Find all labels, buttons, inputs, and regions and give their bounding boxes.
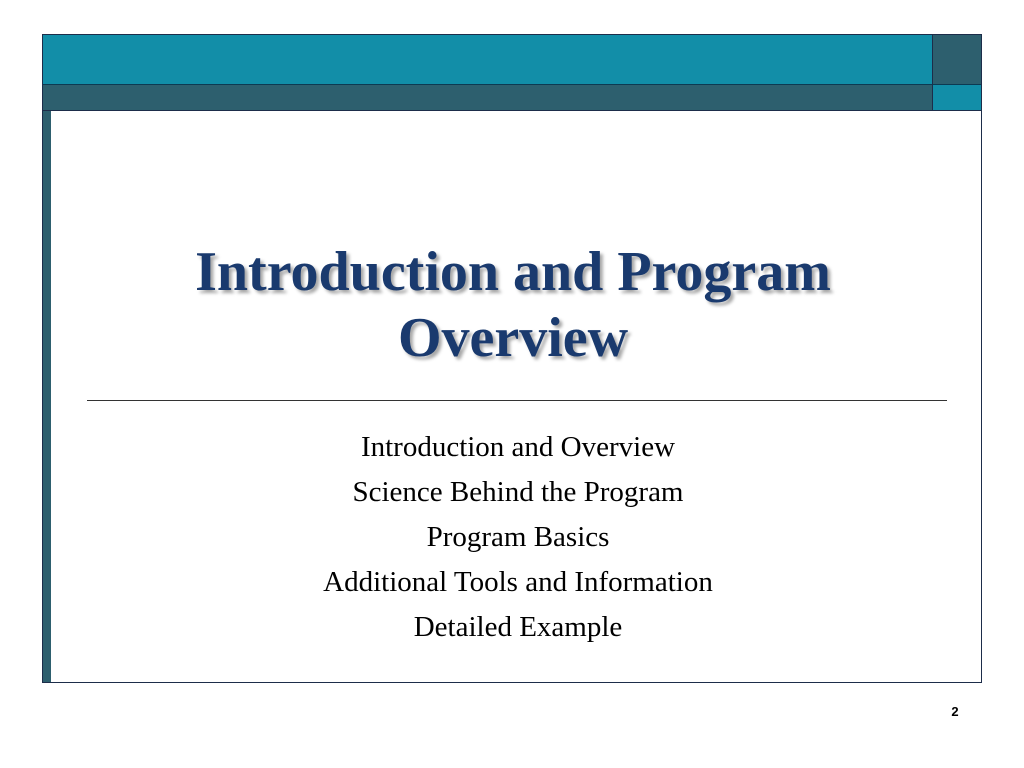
- agenda-item: Additional Tools and Information: [323, 566, 713, 598]
- header-subband: [43, 85, 932, 111]
- slide-frame: [42, 34, 982, 683]
- header-band: [43, 35, 932, 85]
- agenda-item: Introduction and Overview: [360, 431, 676, 463]
- agenda-list: [103, 425, 933, 650]
- page-number: 2: [951, 704, 959, 719]
- agenda-item: Science Behind the Program: [352, 476, 684, 508]
- header-subcorner-block: [932, 85, 981, 111]
- left-accent-stripe: [43, 111, 51, 682]
- slide-title-line-2: Overview: [397, 307, 629, 369]
- title-divider: [87, 400, 947, 401]
- slide-title-line-1: Introduction and Program: [195, 241, 831, 303]
- agenda-item: Program Basics: [426, 521, 610, 553]
- slide-title: [103, 239, 923, 371]
- agenda-item: Detailed Example: [413, 611, 623, 643]
- header-corner-block: [932, 35, 981, 85]
